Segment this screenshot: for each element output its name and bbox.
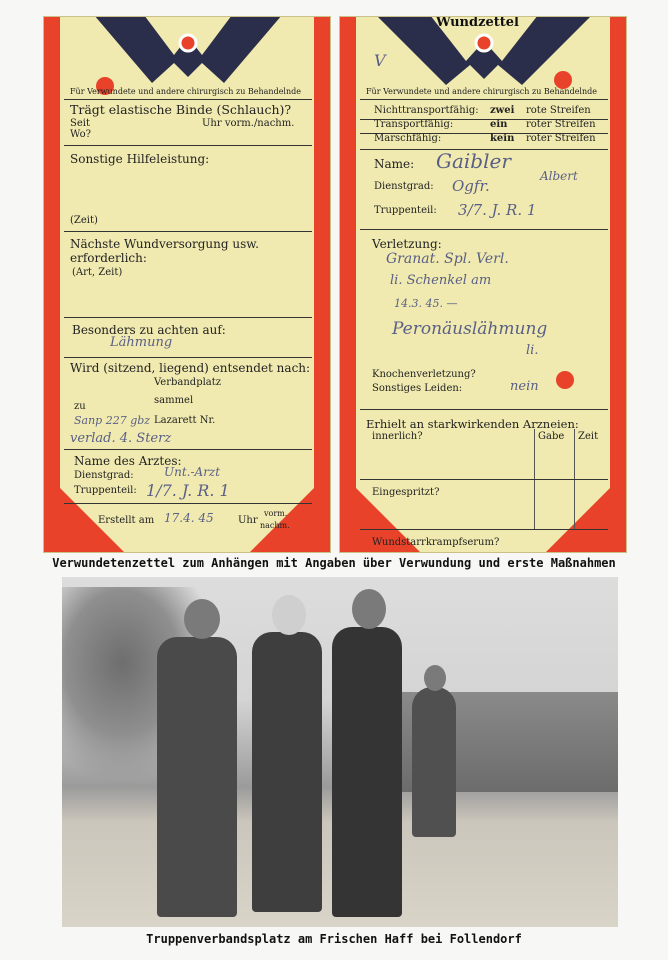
handwritten-name: Gaibler <box>436 149 511 173</box>
status-label: Nichttransportfähig: <box>374 105 479 116</box>
status-label: Marschfähig: <box>374 133 442 144</box>
option-collecting: sammel <box>154 395 194 406</box>
divider <box>360 529 608 530</box>
rank-label: Dienstgrad: <box>74 470 134 481</box>
wound-tag-back <box>43 16 331 553</box>
handwritten-rank: Ogfr. <box>452 177 490 195</box>
tetanus-serum-label: Wundstarrkrampfserum? <box>372 537 500 548</box>
status-word: kein <box>490 133 515 144</box>
wounded-soldier <box>252 632 322 912</box>
handwritten-unit: 3/7. J. R. 1 <box>458 201 537 219</box>
handwritten-injury-1: Granat. Spl. Verl. <box>386 251 509 267</box>
handwritten-unit: 1/7. J. R. 1 <box>146 481 230 500</box>
soldier-life-vest <box>157 637 237 917</box>
red-dot <box>556 371 574 389</box>
soldier-helper <box>332 627 402 917</box>
divider <box>64 503 312 504</box>
option-hospital: Lazarett Nr. <box>154 415 216 426</box>
clock-label: Uhr <box>238 515 258 526</box>
handwritten-first-name: Albert <box>540 169 578 183</box>
caption-top: Verwundetenzettel zum Anhängen mit Angaben über Verwundung und erste Maßnahmen <box>52 556 616 570</box>
tag-subtitle: Für Verwundete und andere chirurgisch zu Behandelnde <box>70 87 301 96</box>
historical-photo <box>62 577 618 927</box>
handwritten-loaded: verlad. 4. Sterz <box>70 431 172 446</box>
time-label: Uhr vorm./nachm. <box>202 118 295 129</box>
name-label: Name: <box>374 157 415 171</box>
sent-to-label: Wird (sitzend, liegend) entsendet nach: <box>70 361 311 375</box>
divider <box>64 231 312 232</box>
injected-label: Eingespritzt? <box>372 487 440 498</box>
w-logo <box>74 16 302 85</box>
handwritten-injury-5: li. <box>526 343 539 358</box>
elastic-bandage-question: Trägt elastische Binde (Schlauch)? <box>70 102 292 117</box>
dose-column: Gabe <box>538 431 565 442</box>
divider <box>64 449 312 450</box>
handwritten-injury-4: Peronäuslähmung <box>392 319 548 339</box>
handwritten-destination: Sanp 227 gbz <box>74 414 151 427</box>
status-word: ein <box>490 119 508 130</box>
type-time-note: (Art, Zeit) <box>72 267 123 278</box>
special-attention-label: Besonders zu achten auf: <box>72 323 226 337</box>
bone-injury-label: Knochenverletzung? <box>372 369 476 380</box>
divider <box>360 479 608 480</box>
tag-title: Wundzettel <box>436 16 519 30</box>
required-label: erforderlich: <box>70 251 147 265</box>
time-note: (Zeit) <box>70 215 98 226</box>
soldier-head <box>184 599 220 639</box>
divider <box>360 409 608 410</box>
divider <box>360 99 608 100</box>
handwritten-injury-2: li. Schenkel am <box>390 273 492 288</box>
status-label: Transportfähig: <box>374 119 454 130</box>
other-illness-label: Sonstiges Leiden: <box>372 383 463 394</box>
handwritten-injury-3: 14.3. 45. — <box>394 297 458 310</box>
handwritten-rank: Unt.-Arzt <box>164 465 221 479</box>
soldier-background <box>412 687 456 837</box>
divider <box>64 317 312 318</box>
drugs-label: Erhielt an starkwirkenden Arzneien: <box>366 417 579 431</box>
unit-label: Truppenteil: <box>374 205 437 216</box>
soldier-head <box>352 589 386 629</box>
option-dressing-station: Verbandplatz <box>154 377 222 388</box>
handwritten-note: Lähmung <box>110 335 173 350</box>
time-column: Zeit <box>578 431 599 442</box>
status-stripes: roter Streifen <box>526 133 596 144</box>
status-stripes: rote Streifen <box>526 105 591 116</box>
divider <box>64 99 312 100</box>
wound-tag-front <box>339 16 627 553</box>
next-dressing-label: Nächste Wundversorgung usw. <box>70 237 259 251</box>
status-stripes: roter Streifen <box>526 119 596 130</box>
pm-label: nachm. <box>260 521 290 530</box>
other-aid-label: Sonstige Hilfeleistung: <box>70 152 210 166</box>
divider <box>360 229 608 230</box>
unit-label: Truppenteil: <box>74 485 137 496</box>
divider <box>64 357 312 358</box>
red-corner-left <box>44 472 124 552</box>
handwritten-no: nein <box>510 379 539 394</box>
injury-label: Verletzung: <box>372 237 442 251</box>
status-word: zwei <box>490 105 515 116</box>
caption-bottom: Truppenverbandsplatz am Frischen Haff bei Follendorf <box>146 932 522 946</box>
red-corner-right <box>250 472 330 552</box>
handwritten-date: 17.4. 45 <box>164 511 214 525</box>
doctor-name-label: Name des Arztes: <box>74 454 182 468</box>
oral-label: innerlich? <box>372 431 423 442</box>
soldier-head <box>424 665 446 691</box>
created-label: Erstellt am <box>98 515 155 526</box>
rank-label: Dienstgrad: <box>374 181 434 192</box>
since-label: Seit <box>70 118 90 129</box>
am-label: vorm. <box>264 509 288 518</box>
tag-subtitle: Für Verwundete und andere chirurgisch zu Behandelnde <box>366 87 597 96</box>
divider <box>64 145 312 146</box>
red-corner-right <box>546 472 626 552</box>
handwritten-check: V <box>374 51 386 70</box>
where-label: Wo? <box>70 129 91 140</box>
to-label: zu <box>74 401 86 412</box>
bandaged-head <box>272 595 306 635</box>
